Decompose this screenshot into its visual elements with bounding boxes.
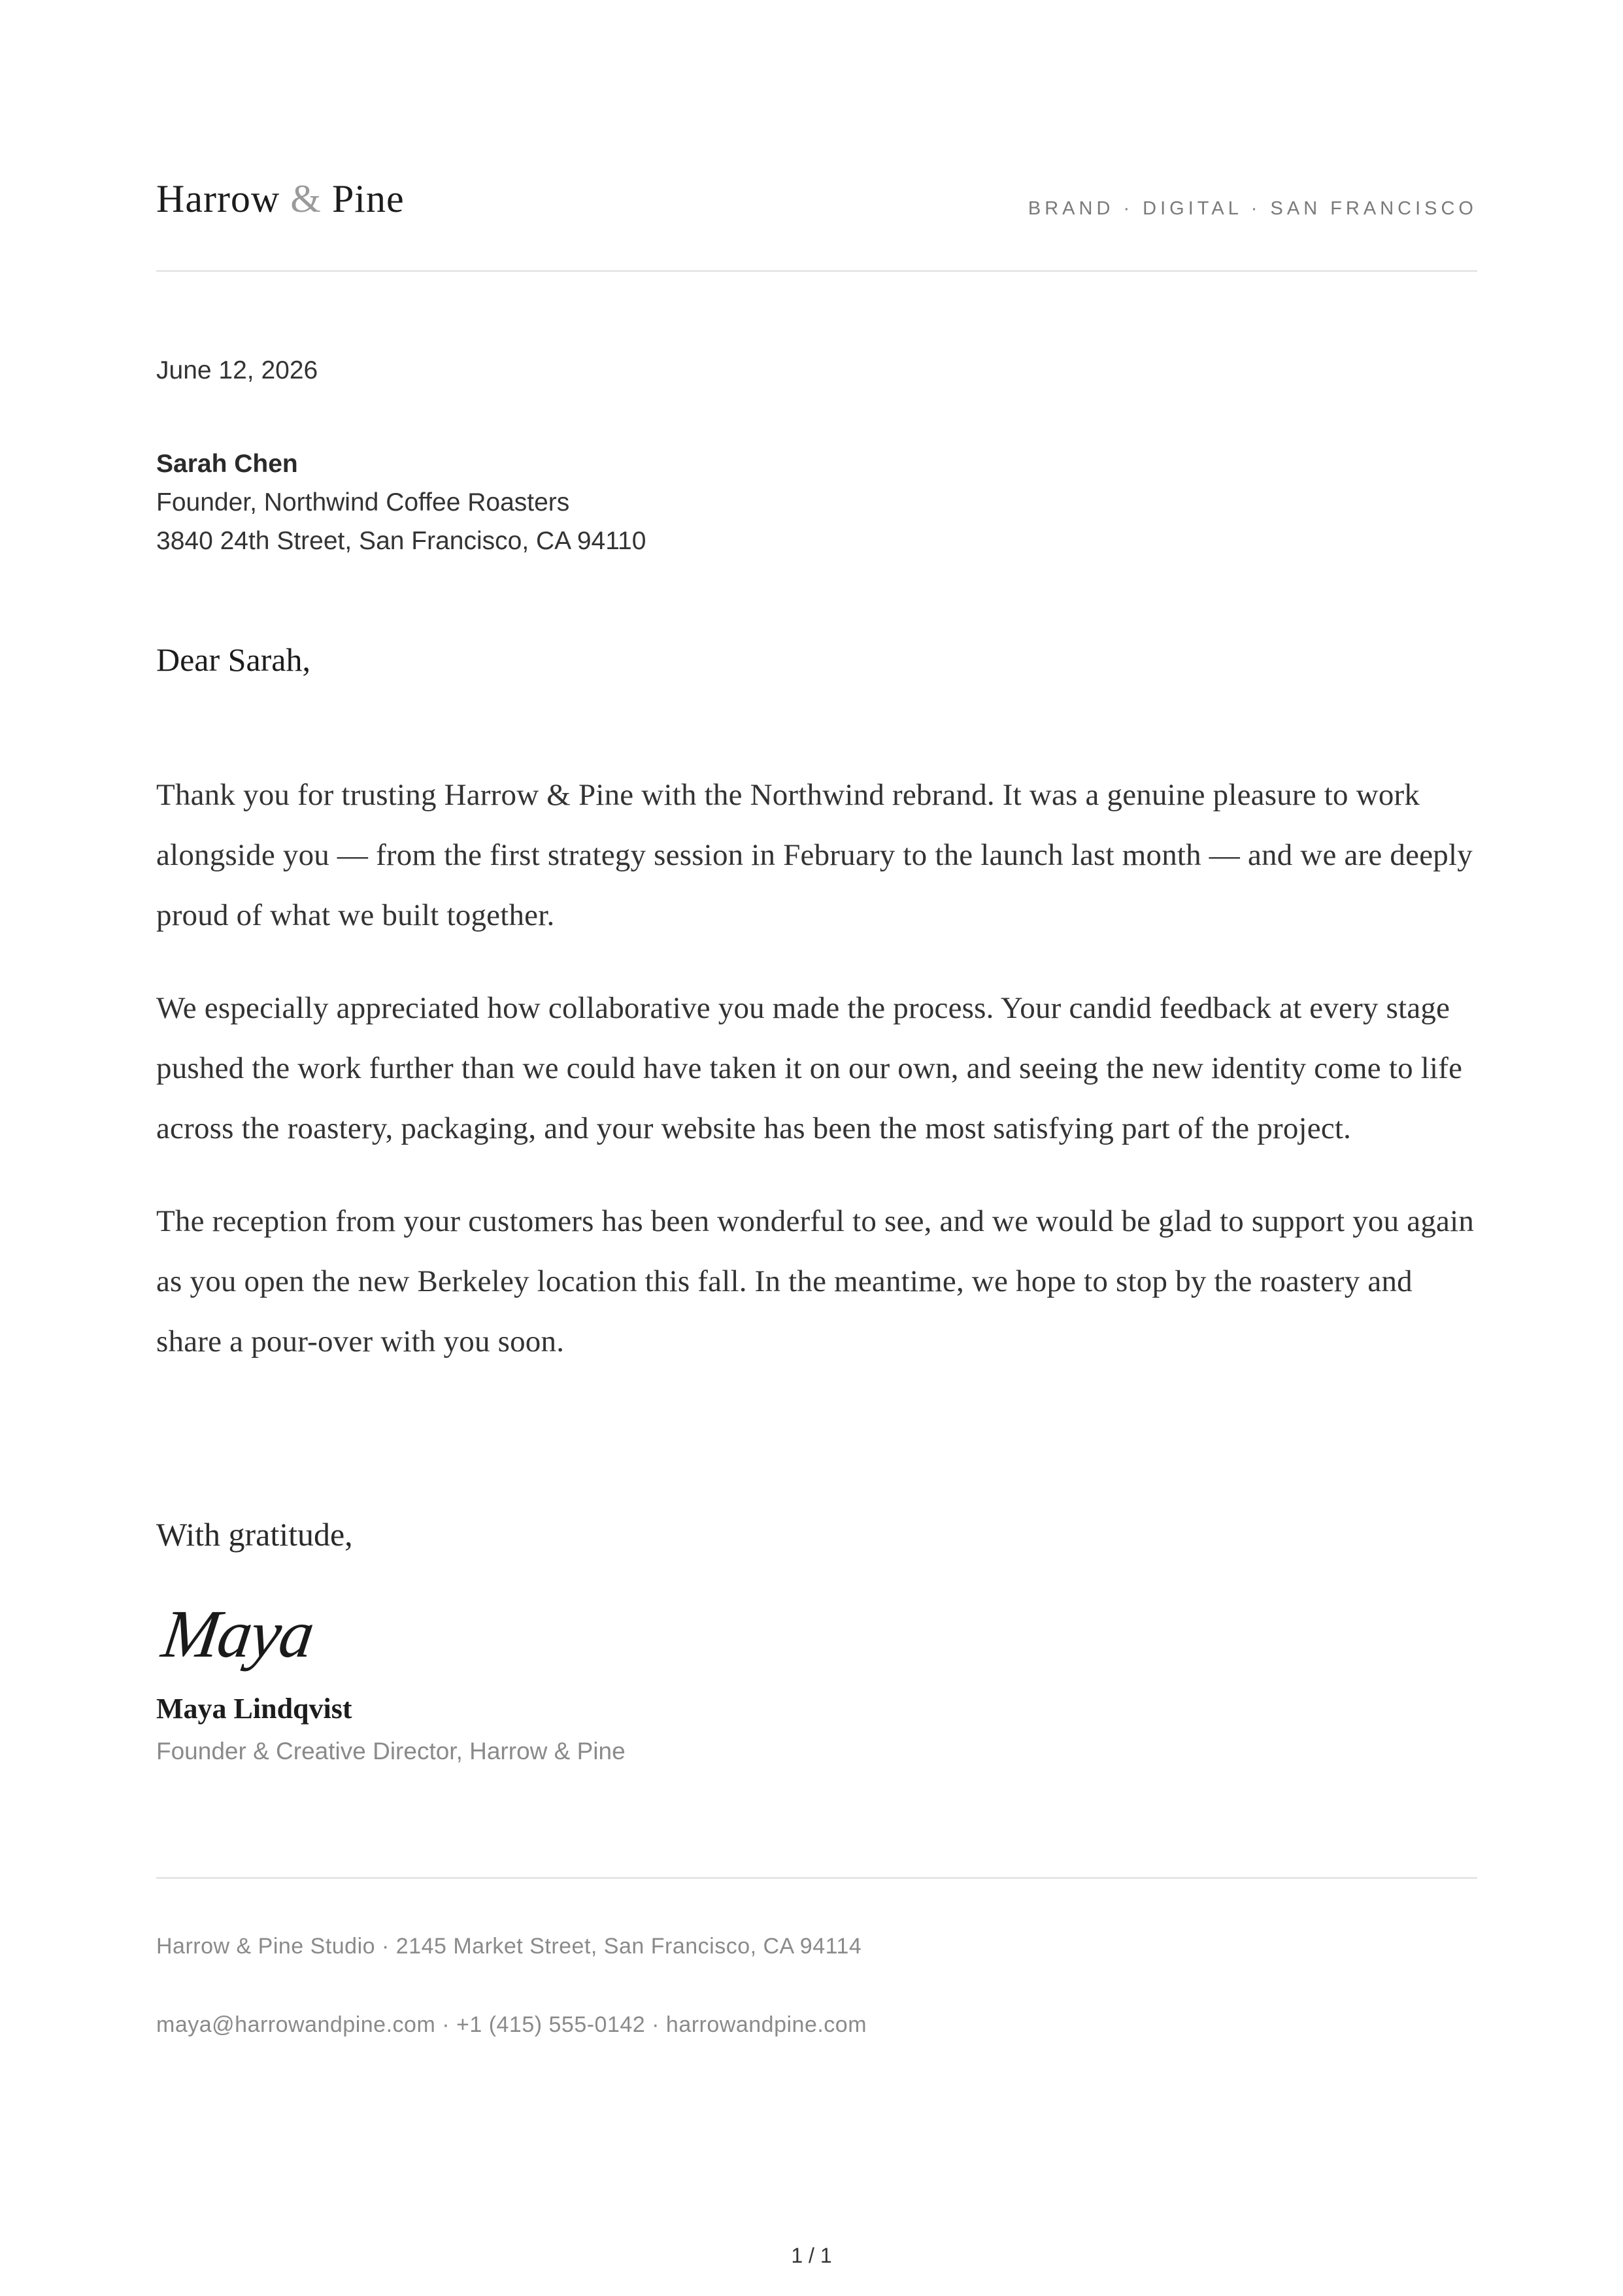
- body-paragraph: We especially appreciated how collaborative you made the process. Your candid feedback at every stage pushed the work further than we could have taken it on our own, and seeing the new identity come to life across the roastery, packaging, and your website has been the most satisfying part of the project.: [156, 991, 1463, 1145]
- closing: With gratitude,: [156, 1516, 353, 1553]
- signer-title: Founder & Creative Director, Harrow & Pine: [156, 1738, 626, 1764]
- footer-contact: maya@harrowandpine.com · +1 (415) 555-0142 · harrowandpine.com: [156, 2012, 867, 2037]
- letter-date: June 12, 2026: [156, 356, 318, 384]
- brand-tagline: BRAND · DIGITAL · SAN FRANCISCO: [1028, 198, 1477, 219]
- letter-body: [156, 765, 1477, 1404]
- logo-word-pine: Pine: [331, 177, 405, 220]
- header-divider: [156, 270, 1477, 272]
- recipient-name: Sarah Chen: [156, 450, 298, 478]
- footer-divider: [156, 1877, 1477, 1879]
- letter-page: [156, 0, 1477, 2296]
- body-paragraph: The reception from your customers has been wonderful to see, and we would be glad to support you again as you open the new Berkeley location this fall. In the meantime, we hope to stop by the roastery and share a pour-over with you soon.: [156, 1204, 1475, 1359]
- recipient-address: 3840 24th Street, San Francisco, CA 94110: [156, 527, 646, 555]
- recipient-title: Founder, Northwind Coffee Roasters: [156, 488, 570, 516]
- logo-ampersand: &: [290, 177, 322, 220]
- logo-word-harrow: Harrow: [156, 177, 280, 220]
- page-number: 1 / 1: [791, 2244, 832, 2267]
- handwritten-signature: Maya: [158, 1596, 318, 1672]
- signer-name: Maya Lindqvist: [156, 1693, 352, 1725]
- body-paragraph: Thank you for trusting Harrow & Pine with the Northwind rebrand. It was a genuine pleasure to work alongside you — from the first strategy session in February to the launch last month — and we are deeply proud of what we built together.: [156, 778, 1473, 932]
- letterhead: [156, 177, 1477, 229]
- salutation: Dear Sarah,: [156, 641, 310, 678]
- recipient-block: [156, 445, 646, 560]
- brand-logo: [156, 177, 405, 222]
- footer-address: Harrow & Pine Studio · 2145 Market Street, San Francisco, CA 94114: [156, 1934, 862, 1959]
